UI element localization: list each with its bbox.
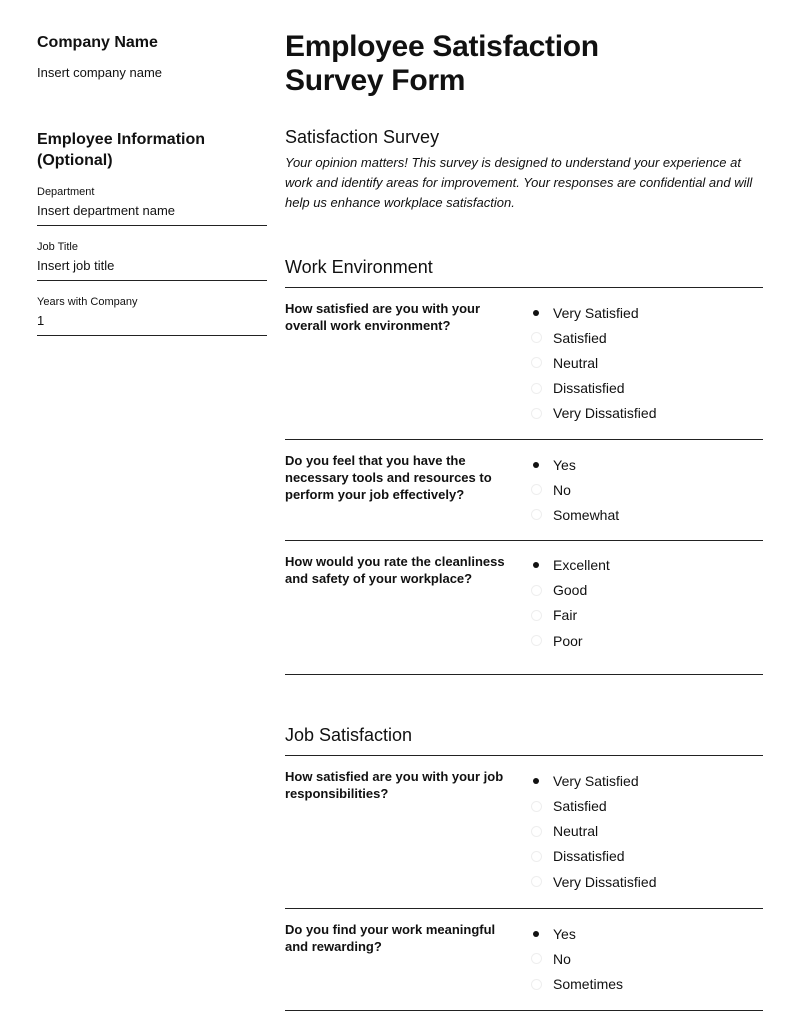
answer-option-label: Yes: [553, 456, 576, 473]
radio-unselected-icon[interactable]: [530, 584, 542, 596]
employee-info-title-line1: Employee Information: [37, 131, 206, 148]
radio-selected-icon[interactable]: [530, 307, 542, 319]
answer-option-label: Neutral: [553, 823, 599, 840]
answer-option[interactable]: [530, 325, 763, 350]
answer-option[interactable]: [530, 921, 763, 946]
question-row: [285, 440, 763, 541]
answer-option[interactable]: [530, 477, 763, 502]
answer-option-label: No: [553, 950, 571, 967]
radio-unselected-icon[interactable]: [530, 609, 542, 621]
radio-selected-icon[interactable]: [530, 459, 542, 471]
answer-option[interactable]: [530, 376, 763, 401]
department-field[interactable]: [37, 185, 267, 226]
department-label: Department: [37, 186, 95, 198]
radio-unselected-icon[interactable]: [530, 978, 542, 990]
answer-option[interactable]: [530, 972, 763, 997]
answer-option[interactable]: [530, 578, 763, 603]
radio-unselected-icon[interactable]: [530, 407, 542, 419]
radio-unselected-icon[interactable]: [530, 332, 542, 344]
answer-option[interactable]: [530, 300, 763, 325]
answer-options: [530, 921, 763, 997]
years-with-company-field[interactable]: [37, 295, 267, 336]
survey-heading: Satisfaction Survey: [285, 127, 440, 147]
answer-option-label: Good: [553, 582, 588, 599]
answer-option-label: Sometimes: [553, 976, 624, 993]
answer-option-label: Very Dissatisfied: [553, 873, 657, 890]
question-row: [285, 909, 763, 1011]
company-name-label: Company Name: [37, 34, 158, 51]
radio-unselected-icon[interactable]: [530, 509, 542, 521]
answer-option[interactable]: [530, 819, 763, 844]
radio-unselected-icon[interactable]: [530, 382, 542, 394]
section-heading: Job Satisfaction: [285, 724, 763, 756]
job-title-value[interactable]: Insert job title: [37, 258, 115, 273]
survey-intro-text: Your opinion matters! This survey is designed to understand your experience at work and identify areas for improvement. Your responses are confidential and will help us enhance workplace satisfaction.: [285, 155, 753, 210]
answer-option-label: Fair: [553, 607, 578, 624]
employee-info-title-line2: (Optional): [37, 152, 113, 169]
answer-option[interactable]: [530, 844, 763, 869]
answer-options: [530, 300, 763, 426]
answer-option-label: Very Dissatisfied: [553, 405, 657, 422]
answer-option[interactable]: [530, 768, 763, 793]
company-name-value[interactable]: Insert company name: [37, 65, 163, 80]
radio-unselected-icon[interactable]: [530, 484, 542, 496]
job-title-label: Job Title: [37, 241, 78, 253]
question-text: How would you rate the cleanliness and safety of your workplace?: [285, 553, 505, 586]
radio-unselected-icon[interactable]: [530, 825, 542, 837]
answer-option[interactable]: [530, 502, 763, 527]
sidebar: [37, 33, 267, 336]
answer-options: [530, 768, 763, 894]
question-row: [285, 288, 763, 440]
answer-option-label: Yes: [553, 925, 576, 942]
job-title-field[interactable]: [37, 240, 267, 281]
answer-option[interactable]: [530, 946, 763, 971]
page-title: [285, 30, 763, 98]
answer-option[interactable]: [530, 350, 763, 375]
answer-option[interactable]: [530, 869, 763, 894]
main-content: [285, 30, 763, 1011]
answer-option-label: Satisfied: [553, 329, 607, 346]
answer-option[interactable]: [530, 452, 763, 477]
page-title-line1: Employee Satisfaction: [285, 30, 599, 63]
answer-option-label: Neutral: [553, 354, 599, 371]
question-text: How satisfied are you with your job responsibilities?: [285, 769, 504, 802]
answer-option-label: Somewhat: [553, 506, 620, 523]
answer-options: [530, 553, 763, 654]
radio-unselected-icon[interactable]: [530, 850, 542, 862]
section-heading: Work Environment: [285, 256, 763, 288]
question-row: [285, 541, 763, 676]
answer-option[interactable]: [530, 628, 763, 653]
survey-sections: [285, 256, 763, 1011]
answer-option-label: Very Satisfied: [553, 772, 639, 789]
radio-unselected-icon[interactable]: [530, 953, 542, 965]
answer-option[interactable]: [530, 793, 763, 818]
radio-unselected-icon[interactable]: [530, 635, 542, 647]
question-row: [285, 756, 763, 909]
page-title-line2: Survey Form: [285, 64, 466, 97]
radio-unselected-icon[interactable]: [530, 876, 542, 888]
answer-option-label: No: [553, 481, 571, 498]
question-text: Do you feel that you have the necessary tools and resources to perform your job effectively?: [285, 452, 492, 502]
radio-selected-icon[interactable]: [530, 775, 542, 787]
employee-info-title: [37, 129, 267, 171]
years-with-company-label: Years with Company: [37, 296, 138, 308]
answer-option-label: Excellent: [553, 557, 610, 574]
answer-option-label: Dissatisfied: [553, 848, 625, 865]
radio-unselected-icon[interactable]: [530, 800, 542, 812]
radio-unselected-icon[interactable]: [530, 357, 542, 369]
answer-option-label: Satisfied: [553, 798, 607, 815]
radio-selected-icon[interactable]: [530, 559, 542, 571]
question-text: Do you find your work meaningful and rewarding?: [285, 922, 496, 955]
question-text: How satisfied are you with your overall work environment?: [285, 301, 481, 333]
answer-option[interactable]: [530, 603, 763, 628]
department-value[interactable]: Insert department name: [37, 203, 176, 218]
radio-selected-icon[interactable]: [530, 928, 542, 940]
answer-option-label: Dissatisfied: [553, 380, 625, 397]
answer-option-label: Very Satisfied: [553, 304, 639, 321]
years-with-company-value[interactable]: 1: [37, 313, 45, 328]
answer-options: [530, 452, 763, 528]
answer-option[interactable]: [530, 553, 763, 578]
answer-option[interactable]: [530, 401, 763, 426]
answer-option-label: Poor: [553, 632, 583, 649]
